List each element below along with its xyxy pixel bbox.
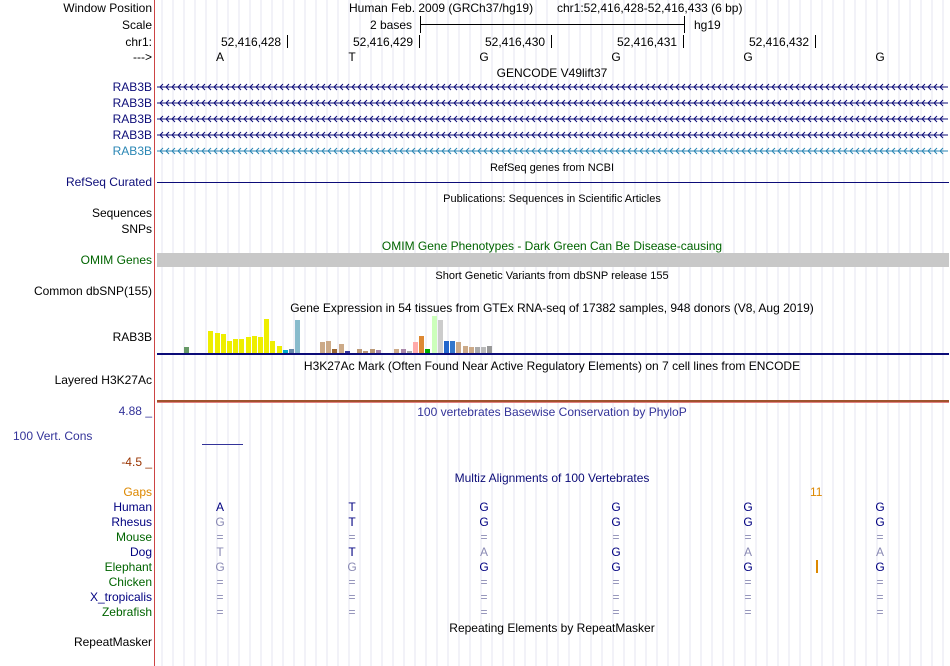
ruler-coordinate: 52,416,429 — [353, 35, 414, 49]
alignment-base: = — [216, 590, 224, 604]
alignment-base: = — [876, 605, 884, 619]
strand-label: ---> — [133, 50, 152, 64]
gtex-tissue-bar[interactable] — [233, 339, 238, 353]
alignment-base: T — [348, 500, 356, 514]
alignment-base: = — [876, 530, 884, 544]
gtex-tissue-bar[interactable] — [252, 336, 257, 353]
refseq-gene-line[interactable] — [157, 182, 949, 183]
species-label[interactable]: Rhesus — [111, 515, 152, 529]
elephant-insertion-mark — [816, 560, 818, 573]
alignment-base: = — [876, 590, 884, 604]
multiz-track-title: Multiz Alignments of 100 Vertebrates — [454, 471, 650, 485]
gtex-tissue-bar[interactable] — [295, 320, 300, 353]
gtex-tissue-bar[interactable] — [432, 316, 437, 353]
chrom-label: chr1: — [125, 35, 152, 49]
alignment-base: = — [612, 590, 620, 604]
gaps-label[interactable]: Gaps — [123, 485, 152, 499]
alignment-base: G — [875, 515, 885, 529]
alignment-base: = — [348, 590, 356, 604]
alignment-base: T — [348, 515, 356, 529]
alignment-base: G — [875, 560, 885, 574]
gtex-tissue-bar[interactable] — [320, 342, 325, 353]
alignment-base: A — [215, 500, 224, 514]
species-label[interactable]: Elephant — [104, 560, 152, 574]
alignment-base: G — [215, 515, 225, 529]
phylop-track-label[interactable]: 100 Vert. Cons — [13, 429, 93, 443]
alignment-base: = — [480, 590, 488, 604]
alignment-base: G — [611, 545, 621, 559]
species-label[interactable]: Human — [113, 500, 152, 514]
gencode-track-title: GENCODE V49lift37 — [496, 66, 608, 80]
alignment-base: = — [480, 575, 488, 589]
gtex-tissue-bar[interactable] — [326, 341, 331, 353]
dbsnp-track-title: Short Genetic Variants from dbSNP release 155 — [435, 270, 669, 282]
dna-base: G — [611, 50, 621, 64]
alignment-base: = — [348, 605, 356, 619]
alignment-base: = — [744, 590, 752, 604]
gencode-gene-label[interactable]: RAB3B — [112, 96, 152, 110]
gtex-tissue-bar[interactable] — [487, 346, 492, 353]
snps-label[interactable]: SNPs — [121, 222, 152, 236]
gtex-track-title: Gene Expression in 54 tissues from GTEx RNA-seq of 17382 samples, 948 donors (V8, Aug 2019) — [290, 301, 814, 315]
alignment-base: = — [480, 605, 488, 619]
alignment-base: G — [347, 560, 357, 574]
gtex-tissue-bar[interactable] — [450, 341, 455, 353]
publications-track-title: Publications: Sequences in Scientific Articles — [443, 193, 661, 205]
alignment-base: = — [612, 575, 620, 589]
gtex-tissue-bar[interactable] — [270, 341, 275, 353]
h3k27ac-signal-line-2 — [157, 402, 949, 403]
gtex-tissue-bar[interactable] — [444, 341, 449, 353]
alignment-base: G — [479, 515, 489, 529]
species-label[interactable]: Chicken — [108, 575, 152, 589]
gencode-gene-label[interactable]: RAB3B — [112, 128, 152, 142]
dna-base: G — [479, 50, 489, 64]
gtex-tissue-bar[interactable] — [258, 337, 263, 353]
dna-base: G — [743, 50, 753, 64]
species-label[interactable]: Zebrafish — [101, 605, 152, 619]
gencode-gene-label[interactable]: RAB3B — [112, 144, 152, 158]
dna-base: G — [875, 50, 885, 64]
species-label[interactable]: X_tropicalis — [89, 590, 152, 604]
refseq-curated-label[interactable]: RefSeq Curated — [65, 175, 152, 189]
gtex-tissue-bar[interactable] — [227, 341, 232, 353]
common-dbsnp-label[interactable]: Common dbSNP(155) — [33, 284, 152, 298]
alignment-base: G — [743, 560, 753, 574]
alignment-base: G — [743, 515, 753, 529]
omim-gene-band[interactable] — [157, 253, 949, 267]
alignment-base: = — [348, 530, 356, 544]
scale-db-text: hg19 — [694, 18, 721, 32]
omim-track-title: OMIM Gene Phenotypes - Dark Green Can Be Disease-causing — [381, 239, 723, 253]
alignment-base: A — [743, 545, 752, 559]
ruler-coordinate: 52,416,430 — [485, 35, 546, 49]
alignment-base: G — [611, 515, 621, 529]
phylop-min-label: -4.5 _ — [121, 455, 152, 469]
sequences-label[interactable]: Sequences — [91, 206, 152, 220]
gtex-tissue-bar[interactable] — [413, 342, 418, 353]
dna-base: A — [215, 50, 224, 64]
ruler-coordinate: 52,416,428 — [221, 35, 282, 49]
position-title: chr1:52,416,428-52,416,433 (6 bp) — [557, 1, 743, 15]
alignment-base: G — [611, 500, 621, 514]
gtex-tissue-bar[interactable] — [463, 346, 468, 353]
window-position-label: Window Position — [63, 1, 152, 15]
alignment-base: A — [875, 545, 884, 559]
species-label[interactable]: Dog — [129, 545, 152, 559]
alignment-base: = — [348, 575, 356, 589]
dna-base: T — [348, 50, 356, 64]
gtex-tissue-bar[interactable] — [215, 333, 220, 353]
alignment-base: G — [875, 500, 885, 514]
gencode-gene-models[interactable] — [0, 0, 950, 160]
gtex-tissue-bar[interactable] — [239, 339, 244, 353]
alignment-base: = — [744, 575, 752, 589]
h3k27ac-track-title: H3K27Ac Mark (Often Found Near Active Regulatory Elements) on 7 cell lines from ENCODE — [303, 359, 801, 373]
assembly-title: Human Feb. 2009 (GRCh37/hg19) — [349, 1, 534, 15]
alignment-base: = — [744, 530, 752, 544]
gtex-tissue-bar[interactable] — [208, 331, 213, 353]
gtex-tissue-bar[interactable] — [277, 346, 282, 353]
alignment-base: = — [612, 605, 620, 619]
alignment-base: G — [611, 560, 621, 574]
alignment-base: = — [216, 530, 224, 544]
scale-bases-text: 2 bases — [370, 18, 413, 32]
omim-genes-label[interactable]: OMIM Genes — [80, 253, 152, 267]
ruler-coordinate: 52,416,431 — [617, 35, 678, 49]
gtex-tissue-bar[interactable] — [339, 344, 344, 353]
alignment-base: A — [479, 545, 488, 559]
alignment-base: = — [744, 605, 752, 619]
gtex-tissue-bar[interactable] — [456, 342, 461, 353]
alignment-base: = — [612, 530, 620, 544]
phylop-signal[interactable] — [202, 444, 243, 445]
gaps-count: 11 — [810, 485, 823, 499]
gtex-tissue-bar[interactable] — [221, 334, 226, 353]
alignment-base: T — [348, 545, 356, 559]
gtex-gene-baseline — [157, 353, 949, 355]
alignment-base: = — [876, 575, 884, 589]
scale-label: Scale — [121, 18, 152, 32]
gtex-tissue-bar[interactable] — [264, 319, 269, 353]
phylop-max-label: 4.88 _ — [118, 404, 152, 418]
alignment-base: = — [216, 605, 224, 619]
ruler-coordinate: 52,416,432 — [749, 35, 810, 49]
alignment-base: = — [216, 575, 224, 589]
repeatmasker-label[interactable]: RepeatMasker — [73, 635, 152, 649]
alignment-base: T — [216, 545, 224, 559]
gencode-gene-label[interactable]: RAB3B — [112, 112, 152, 126]
alignment-base: G — [479, 500, 489, 514]
alignment-base: G — [215, 560, 225, 574]
species-label[interactable]: Mouse — [115, 530, 152, 544]
alignment-base: G — [743, 500, 753, 514]
repeatmasker-track-title: Repeating Elements by RepeatMasker — [449, 621, 655, 635]
phylop-track-title: 100 vertebrates Basewise Conservation by PhyloP — [417, 405, 687, 419]
refseq-track-title: RefSeq genes from NCBI — [489, 162, 615, 174]
gtex-gene-label[interactable]: RAB3B — [112, 330, 152, 344]
layered-h3k27ac-label[interactable]: Layered H3K27Ac — [54, 373, 152, 387]
gencode-gene-label[interactable]: RAB3B — [112, 80, 152, 94]
gtex-tissue-bar[interactable] — [246, 337, 251, 353]
alignment-base: = — [480, 530, 488, 544]
alignment-base: G — [479, 560, 489, 574]
gtex-tissue-bar[interactable] — [438, 320, 443, 353]
gtex-tissue-bar[interactable] — [419, 336, 424, 353]
